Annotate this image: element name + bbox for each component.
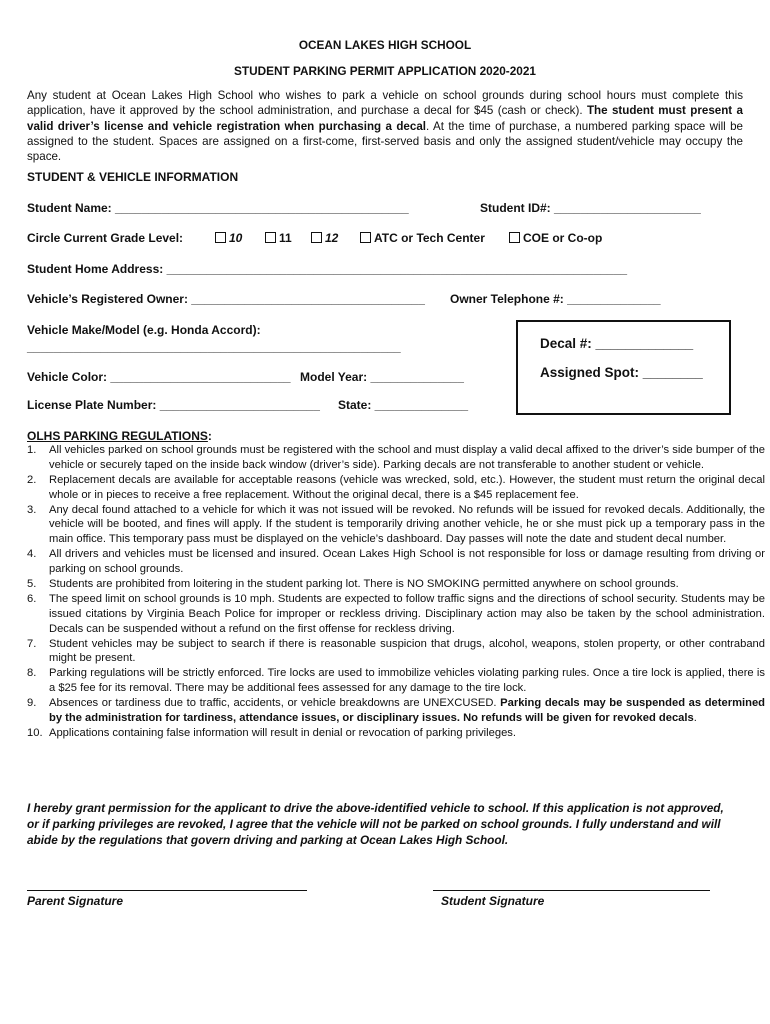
intro-bold-text: The student must present a valid driver’s license and vehicle registration when purchasing a decal	[27, 104, 743, 133]
parent-signature-label: Parent Signature	[27, 894, 124, 908]
checkbox-icon[interactable]	[311, 232, 322, 243]
office-use-box	[516, 320, 731, 415]
list-item: 3. Any decal found attached to a vehicle for which it was not issued will be revoked. No refunds will be issued for revoked decals. Additionally, the vehicle will be booted, and fines will apply. If the student is temporarily driving another vehicle, he or she must pick up a temporary pass in the main office. This temporary pass must be displayed on the vehicle’s dashboard. Day passes will note the date and student decal number.	[27, 503, 765, 546]
parent-signature-line[interactable]	[27, 890, 307, 891]
regulations-list	[27, 443, 765, 741]
school-name: OCEAN LAKES HIGH SCHOOL	[298, 38, 472, 52]
vehicle-color-field[interactable]: Vehicle Color: ___________________________	[27, 370, 291, 384]
make-model-label: Vehicle Make/Model (e.g. Honda Accord):	[27, 323, 261, 337]
checkbox-icon[interactable]	[265, 232, 276, 243]
model-year-field[interactable]: Model Year: ______________	[300, 370, 464, 384]
grade-level-label: Circle Current Grade Level:	[27, 231, 184, 245]
grade-option-coe[interactable]: COE or Co-op	[509, 231, 602, 247]
student-name-field[interactable]: Student Name: ____________________________________________	[27, 201, 409, 215]
student-signature-label: Student Signature	[441, 894, 545, 908]
owner-telephone-field[interactable]: Owner Telephone #: ______________	[450, 292, 661, 306]
list-item: 7. Student vehicles may be subject to search if there is reasonable suspicion that drugs, alcohol, weapons, stolen property, or other contraband might be present.	[27, 637, 765, 665]
list-item: 5. Students are prohibited from loitering in the student parking lot. There is NO SMOKING permitted anywhere on school grounds.	[27, 578, 679, 591]
permission-statement: I hereby grant permission for the applicant to drive the above-identified vehicle to school. If this application is not approved, or if parking privileges are revoked, I agree that the vehicle will not be parked on school grounds. I fully understand and will abide by the regulations that govern driving and parking at Ocean Lakes High School.	[27, 801, 724, 847]
section-title: STUDENT & VEHICLE INFORMATION	[27, 170, 239, 184]
list-item: 1. All vehicles parked on school grounds must be registered with the school and must display a valid decal affixed to the driver’s side bumper of the vehicle or securely taped on the inside back window (driver’s side). Parking decals are not transferable to another student or vehicle.	[27, 444, 765, 471]
intro-text: Any student at Ocean Lakes High School who wishes to park a vehicle on school grounds during school hours must complete this application, have it approved by the school administration, and purchase a decal for $45 (cash or check).	[27, 89, 743, 118]
home-address-field[interactable]: Student Home Address: _____________________________________________________________________	[27, 262, 628, 276]
student-id-field[interactable]: Student ID#: ______________________	[480, 201, 701, 215]
registered-owner-field[interactable]: Vehicle’s Registered Owner: ___________________________________	[27, 292, 425, 306]
list-item: 6. The speed limit on school grounds is 10 mph. Students are expected to follow traffic signs and the directions of school security. Students may be issued citations by Virginia Beach Police for improper or reckless driving. Disciplinary action may also be taken by the school administration. Decals can be suspended without a refund on the first offense for reckless driving.	[27, 592, 765, 635]
grade-option-12[interactable]: 12	[311, 231, 338, 247]
assigned-spot-field[interactable]: Assigned Spot: ________	[540, 365, 703, 380]
checkbox-icon[interactable]	[360, 232, 371, 243]
intro-paragraph	[27, 88, 743, 164]
grade-option-atc[interactable]: ATC or Tech Center	[360, 231, 485, 247]
make-model-field[interactable]: ________________________________________________________	[27, 340, 401, 354]
student-signature-line[interactable]	[433, 890, 710, 891]
list-item: 9. Absences or tardiness due to traffic, accidents, or vehicle breakdowns are UNEXCUSED. Parking decals may be suspended as determined by the administration for tardiness, attendance issues, or disciplinary issues. No refunds will be given for revoked decals.	[27, 697, 766, 725]
checkbox-icon[interactable]	[215, 232, 226, 243]
checkbox-icon[interactable]	[509, 232, 520, 243]
state-field[interactable]: State: ______________	[338, 398, 469, 412]
license-plate-field[interactable]: License Plate Number: ________________________	[27, 398, 320, 412]
list-item: 8. Parking regulations will be strictly enforced. Tire locks are used to immobilize vehicles violating parking rules. Once a tire lock is applied, there is a $25 fee for its removal. There may be additional fees assessed for any damage to the tire lock.	[27, 667, 765, 695]
regulations-title: OLHS PARKING REGULATIONS:	[27, 429, 212, 443]
intro-text-end: . At the time of purchase, a numbered parking space will be assigned to the student. Spaces are assigned on a first-come, first-served basis and only the assigned student/vehicle may occupy the space.	[27, 119, 743, 164]
decal-number-field[interactable]: Decal #: _____________	[540, 336, 694, 351]
form-title: STUDENT PARKING PERMIT APPLICATION 2020-2021	[234, 64, 536, 78]
grade-option-10[interactable]: 10	[215, 231, 242, 247]
list-item: 10. Applications containing false information will result in denial or revocation of parking privileges.	[27, 726, 517, 739]
grade-option-11[interactable]: 11	[265, 231, 292, 247]
list-item: 2. Replacement decals are available for acceptable reasons (vehicle was wrecked, sold, etc.). However, the student must return the original decal whole or in pieces to receive a free replacement. Without the original decal, there is a $45 replacement fee.	[27, 473, 765, 501]
list-item: 4. All drivers and vehicles must be licensed and insured. Ocean Lakes High School is not responsible for loss or damage resulting from driving or parking on school grounds.	[27, 548, 765, 576]
